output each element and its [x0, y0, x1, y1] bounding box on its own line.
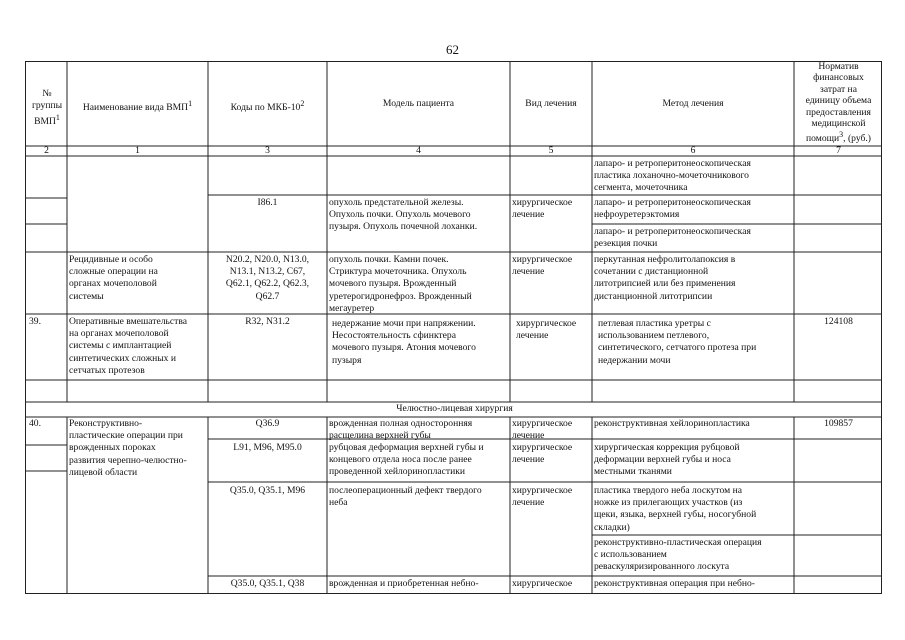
- table-cell-model: опухоль предстательной железы. Опухоль почки. Опухоль мочевого пузыря. Опухоль почечной лоханки.: [329, 197, 478, 233]
- table-cell-name: Рецидивные и особо сложные операции на органах мочеполовой системы: [69, 254, 158, 302]
- table-cell-model: врожденная и приобретенная небно-: [329, 578, 479, 589]
- table-cell-model: опухоль почки. Камни почек. Стриктура мочеточника. Опухоль мочевого пузыря. Врожденный уретерогидронефроз. Врожденный мегауретер: [329, 254, 472, 314]
- table-cell-method: лапаро- и ретроперитонеоскопическая нефроуретерэктомия: [594, 197, 751, 221]
- table-cell-method: лапаро- и ретроперитонеоскопическая пластика лоханочно-мочеточникового сегмента, мочеточника: [594, 158, 751, 194]
- table-cell-method: перкутанная нефролитолапоксия в сочетании с дистанционной литотрипсией или без применения дистанционной литотрипсии: [594, 254, 736, 302]
- table-cell-method: лапаро- и ретроперитонеоскопическая резекция почки: [594, 226, 751, 250]
- table-cell-codes: Q35.0, Q35.1, Q38: [230, 578, 305, 589]
- column-number: 3: [265, 145, 270, 156]
- table-cell-type: хирургическое лечение: [512, 485, 573, 509]
- section-title: Челюстно-лицевая хирургия: [396, 403, 513, 414]
- column-number: 6: [690, 145, 696, 156]
- page-number: 62: [446, 42, 459, 57]
- table-cell-codes: L91, M96, M95.0: [233, 442, 302, 453]
- table-cell-method: реконструктивная хейлоринопластика: [594, 418, 750, 429]
- header-treatment-method: Метод лечения: [662, 98, 724, 109]
- table-cell-codes: Q36.9: [255, 418, 280, 429]
- table-cell-method: петлевая пластика уретры с использованием петлевого, синтетического, сетчатого протеза при недержании мочи: [598, 318, 757, 366]
- column-number: 1: [135, 145, 140, 156]
- table-cell-norm: 124108: [824, 316, 853, 327]
- column-number: 2: [44, 145, 49, 156]
- table-cell-name: Оперативные вмешательства на органах мочеполовой системы с имплантацией синтетических сложных и сетчатых протезов: [69, 316, 188, 376]
- header-vmp-name: Наименование вида ВМП$^1$: [82, 99, 193, 114]
- table-cell-norm: 109857: [824, 418, 853, 429]
- table-cell-method: реконструктивно-пластическая операция с использованием реваскуляризированного лоскута: [594, 537, 762, 573]
- table-cell-codes: I86.1: [257, 197, 278, 208]
- table-cell-model: врожденная полная односторонняя расщелина верхней губы: [329, 418, 473, 442]
- table-cell-codes: Q35.0, Q35.1, M96: [229, 485, 306, 496]
- table-cell-group: 40.: [29, 418, 41, 429]
- header-norm: Норматив финансовых затрат на единицу объема предоставления медицинской помощи$^3$, (руб.): [805, 61, 872, 145]
- header-treatment-type: Вид лечения: [525, 98, 577, 109]
- column-number: 5: [548, 145, 554, 156]
- table-cell-name: Реконструктивно- пластические операции при врожденных пороках развития черепно-челюстно- лицевой области: [69, 418, 187, 478]
- table-cell-model: рубцовая деформация верхней губы и концевого отдела носа после ранее проведенной хейлоринопластики: [329, 442, 484, 478]
- table-cell-method: хирургическая коррекция рубцовой деформации верхней губы и носа местными тканями: [594, 442, 740, 478]
- table-cell-group: 39.: [29, 316, 41, 327]
- table-cell-type: хирургическое лечение: [512, 197, 573, 221]
- table-cell-method: пластика твердого неба лоскутом на ножке из прилегающих участков (из щеки, языка, верхней губы, носогубной складки): [594, 485, 757, 533]
- column-number: 4: [416, 145, 421, 156]
- data-table: [25, 61, 882, 594]
- table-cell-type: хирургическое: [512, 578, 573, 589]
- header-group-no: № группы ВМП$^1$: [31, 88, 63, 128]
- table-cell-method: реконструктивная операция при небно-: [594, 578, 755, 589]
- table-cell-type: хирургическое лечение: [516, 318, 577, 342]
- table-cell-type: хирургическое лечение: [512, 254, 573, 278]
- table-cell-codes: R32, N31.2: [245, 316, 290, 327]
- table-cell-model: послеоперационный дефект твердого неба: [329, 485, 482, 509]
- header-mkb-codes: Коды по МКБ-$10^2$: [230, 99, 305, 114]
- table-cell-type: хирургическое лечение: [512, 418, 573, 442]
- table-cell-model: недержание мочи при напряжении. Несостоятельность сфинктера мочевого пузыря. Атония мочевого пузыря: [332, 318, 476, 366]
- column-number: 7: [836, 145, 841, 156]
- header-patient-model: Модель пациента: [382, 98, 455, 109]
- table-cell-type: хирургическое лечение: [512, 442, 573, 466]
- table-cell-codes: N20.2, N20.0, N13.0, N13.1, N13.2, C67, Q62.1, Q62.2, Q62.3, Q62.7: [225, 254, 310, 302]
